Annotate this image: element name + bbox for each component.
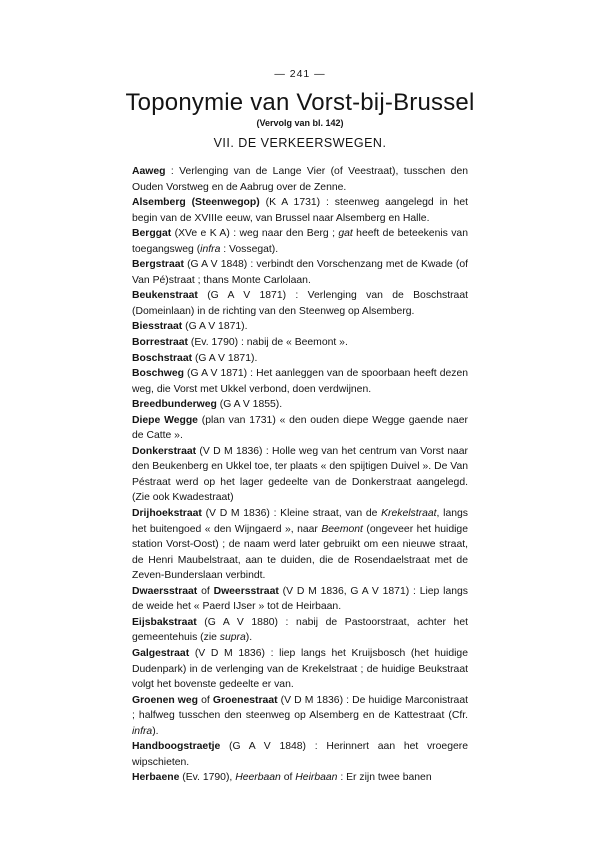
entry-text: (G A V 1848) : verbindt den Vorschenzang met de Kwade (of Van Pé)straat ; thans Monte Carlolaan.	[132, 259, 468, 286]
entry-text: (V D M 1836) : Holle weg van het centrum van Vorst naar den Beukenberg en Ukkel toe, ter plaats « den spijtigen Duivel ». De Van Péstraat werd op het lager gedeelte van de Donkerstraat aangelegd. (Zie ook Kwadestraat)	[132, 445, 468, 504]
entry-text: (Ev. 1790),	[179, 772, 236, 784]
entry-text: (XVe e K A) : weg naar den Berg ;	[171, 228, 339, 240]
entry-term: Dwaersstraat	[132, 585, 198, 597]
entry-text: (G A V 1871).	[192, 352, 258, 364]
entry-term: Berggat	[132, 228, 172, 240]
entry	[132, 366, 468, 397]
entry-term: Diepe Wegge	[132, 414, 198, 426]
entry-text: (V D M 1836) : De huidige Marconistraat ; halfweg tusschen den steenweg op Alsemberg en de Kattestraat (Cfr.	[132, 694, 468, 722]
entry-text: : Verlenging van de Lange Vier (of Veestraat), tusschen den Ouden Vorstweg en de Aabrug over de Zenne.	[132, 166, 468, 193]
entry-term: Dweersstraat	[213, 585, 279, 597]
entry-term: Galgestraat	[132, 647, 190, 659]
entry	[132, 226, 468, 257]
entry	[132, 506, 468, 584]
entry	[132, 319, 468, 335]
entry-term: Groenen weg	[132, 694, 199, 706]
entry	[132, 615, 468, 646]
entry-text: (V D M 1836, G A V 1871) : Liep langs de weide het « Paerd IJser » tot de Heirbaan.	[132, 585, 468, 613]
entry-text: : Vossegat).	[220, 243, 279, 255]
entry-text: (V D M 1836) : Kleine straat, van de	[201, 508, 382, 520]
entry-italic: Heirbaan	[295, 772, 338, 784]
entry	[132, 164, 468, 195]
entry	[132, 584, 468, 615]
entry	[132, 351, 468, 367]
entry-text: of	[197, 585, 214, 597]
entry-term: Aaweg	[132, 166, 166, 177]
entry	[132, 770, 468, 786]
entry-text: (G A V 1871).	[182, 321, 248, 333]
entry	[132, 257, 468, 288]
section-heading: VII. DE VERKEERSWEGEN.	[213, 136, 387, 150]
entry-italic: Krekelstraat	[381, 508, 437, 520]
entry	[132, 288, 468, 319]
entry	[132, 397, 468, 413]
entry	[132, 444, 468, 506]
entry-term: Groenestraat	[212, 694, 278, 706]
page-title: Toponymie van Vorst-bij-Brussel	[125, 89, 475, 116]
entry	[132, 693, 468, 740]
entry-text: heeft de beteekenis van toegangsweg (	[132, 228, 468, 255]
page-subtitle: (Vervolg van bl. 142)	[256, 118, 344, 128]
entry-italic: infra	[132, 725, 153, 737]
entry-term: Biesstraat	[132, 321, 183, 333]
entry-italic: infra	[200, 243, 221, 255]
entry-italic: supra	[219, 632, 246, 644]
entry-term: Breedbunderweg	[132, 399, 217, 411]
entry-italic: Beemont	[321, 523, 363, 535]
entry	[132, 739, 468, 770]
entry-term: Boschweg	[132, 368, 184, 380]
entry-term: Handboogstraetje	[132, 741, 221, 753]
entry-term: Drijhoekstraat	[132, 508, 202, 520]
entry-term: Boschstraat	[132, 352, 193, 364]
entry-text: (G A V 1880) : nabij de Pastoorstraat, achter het gemeentehuis (zie	[132, 616, 468, 644]
entry-text: (K A 1731) : steenweg aangelegd in het begin van de XVIIIe eeuw, van Brussel naar Alsemberg en Halle.	[132, 197, 468, 224]
entry-text: ).	[245, 632, 253, 644]
entry-term: Donkerstraat	[132, 445, 197, 457]
entry-term: Alsemberg (Steenwegop)	[132, 197, 260, 209]
entry-text: (Ev. 1790) : nabij de « Beemont ».	[188, 337, 348, 349]
entry-italic: Heerbaan	[235, 772, 281, 784]
entry-text: , langs het buitengoed « den Wijngaerd », naar	[132, 508, 468, 535]
entry-text: (plan van 1731) « den ouden diepe Wegge gaende naer de Catte ».	[132, 414, 468, 442]
page-number: — 241 —	[274, 68, 326, 80]
entry-text: of	[198, 694, 213, 706]
entry-term: Eijsbakstraat	[132, 616, 197, 628]
entry-text: : Er zijn twee banen	[337, 772, 432, 784]
entry	[132, 413, 468, 444]
entry-text: (G A V 1848) : Herinnert aan het vroegere wipschieten.	[132, 741, 468, 768]
entry-text: (G A V 1871) : Het aanleggen van de spoorbaan heeft dezen weg, die Vorst met Ukkel verbond, doen verdwijnen.	[132, 368, 468, 395]
entry-text: of	[280, 772, 296, 784]
entry-text: (G A V 1871) : Verlenging van de Boschstraat (Domeinlaan) in de richting van den Steenweg op Alsemberg.	[132, 290, 468, 317]
entry-text: (V D M 1836) : liep langs het Kruijsbosch (het huidige Dudenpark) in de verlenging van de Krekelstraat ; de huidige Beukstraat volgt het bovenste gedeelte er van.	[132, 647, 468, 691]
entry-text: (G A V 1855).	[216, 399, 283, 411]
entry-term: Beukenstraat	[132, 290, 198, 302]
entry	[132, 195, 468, 226]
entry-term: Bergstraat	[132, 259, 184, 271]
entry	[132, 646, 468, 693]
entry-italic: gat	[338, 228, 353, 240]
entries-list	[132, 164, 468, 786]
entry	[132, 335, 468, 351]
entry-text: (ongeveer het huidige station Vorst-Oost) ; de naam werd later gebruikt om een nieuwe straat, de Henri Maubelstraat, aan te duiden, die de Rosendaelstraat met de Zeven-Bunderslaan verbindt.	[132, 523, 468, 582]
entry-text: ).	[152, 725, 159, 737]
entry-term: Borrestraat	[132, 337, 189, 349]
entry-term: Herbaene	[132, 772, 180, 784]
